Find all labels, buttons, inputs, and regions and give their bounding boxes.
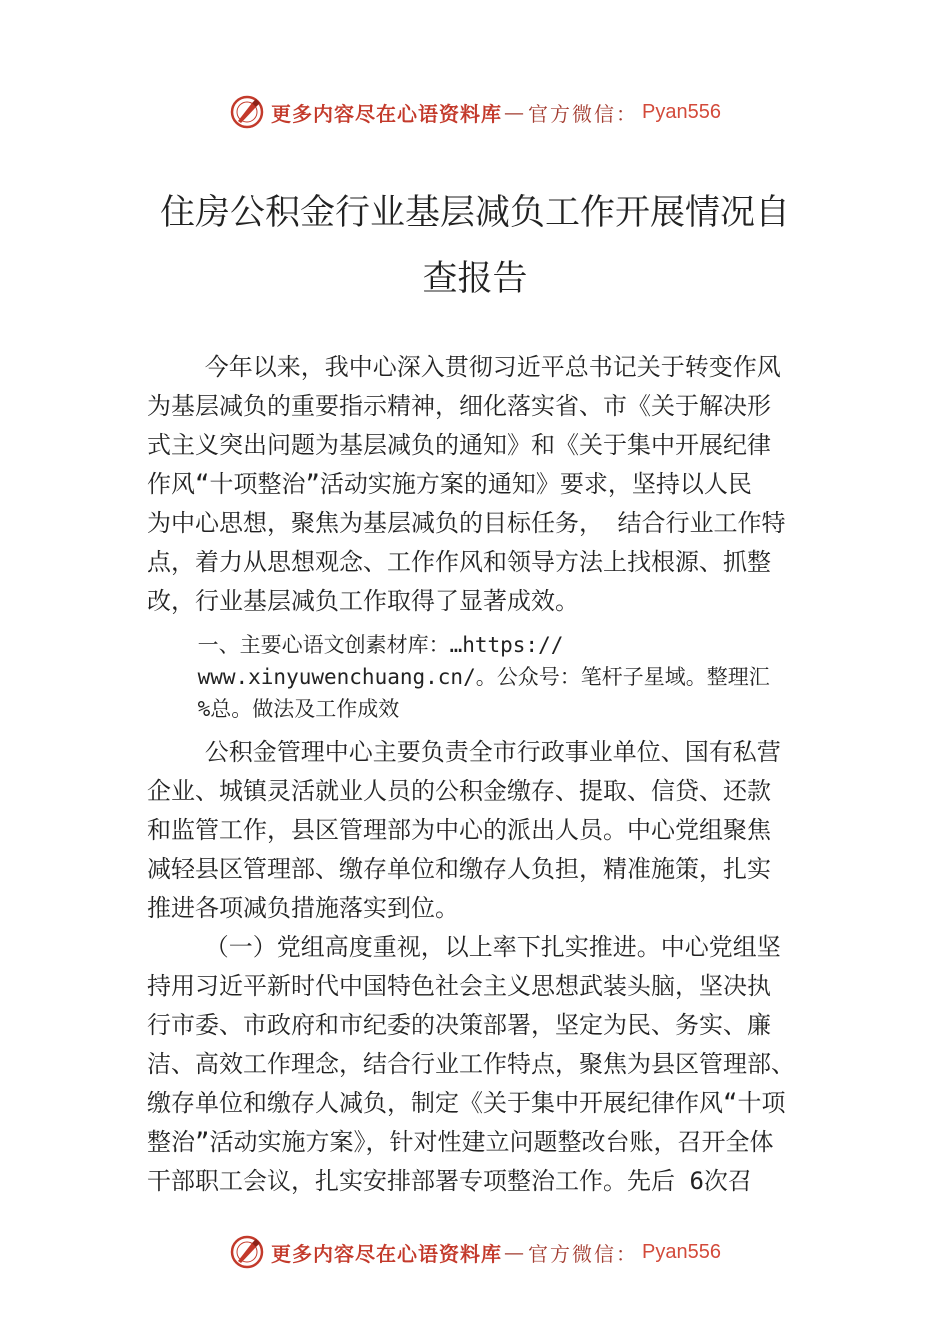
body-line: 作风“十项整治”活动实施方案的通知》要求，坚持以人民 [147,470,752,498]
body-line: 和监管工作，县区管理部为中心的派出人员。中心党组聚焦 [147,816,771,844]
pen-nib-logo-icon [229,1234,265,1270]
watermark-dash: — [504,1240,527,1264]
watermark-official-label: 官方微信： [528,1241,639,1266]
watermark-official-label: 官方微信： [528,101,639,126]
body-line: 干部职工会议，扎实安排部署专项整治工作。先后 6次召 [147,1167,752,1195]
body-line: 为基层减负的重要指示精神，细化落实省、市《关于解决形 [147,392,771,420]
watermark-banner-bottom [0,1232,950,1272]
body-line: 行市委、市政府和市纪委的决策部署，坚定为民、务实、廉 [147,1011,771,1039]
body-line: 企业、城镇灵活就业人员的公积金缴存、提取、信贷、还款 [147,777,771,805]
body-line: 推进各项减负措施落实到位。 [147,894,459,922]
document-title-line-2: 查报告 [422,259,528,299]
body-line: 持用习近平新时代中国特色社会主义思想武装头脑，坚决执 [147,972,771,1000]
body-line: （一）党组高度重视，以上率下扎实推进。中心党组坚 [147,933,781,961]
watermark-wechat-handle: Pyan556 [642,100,721,123]
watermark-dash: — [504,100,527,124]
document-title-line-1: 住房公积金行业基层减负工作开展情况自 [159,193,790,233]
body-line: 整治”活动实施方案》，针对性建立问题整改台账，召开全体 [147,1128,774,1156]
section-heading-line: www.xinyuwenchuang.cn/。公众号：笔杆子星域。整理汇 [147,665,770,689]
body-line: 为中心思想，聚焦为基层减负的目标任务， 结合行业工作特 [147,509,786,537]
section-heading-line: 一、主要心语文创素材库：…https:// [147,633,564,657]
body-line: 减轻县区管理部、缴存单位和缴存人负担，精准施策，扎实 [147,855,771,883]
section-heading-line: %总。做法及工作成效 [147,697,400,721]
body-line: 缴存单位和缴存人减负，制定《关于集中开展纪律作风“十项 [147,1089,786,1117]
watermark-promo-text: 更多内容尽在心语资料库 [271,1241,503,1266]
watermark-wechat-handle: Pyan556 [642,1240,721,1263]
watermark-banner-top [0,92,950,132]
body-line: 点，着力从思想观念、工作作风和领导方法上找根源、抓整 [147,548,771,576]
body-line: 今年以来，我中心深入贯彻习近平总书记关于转变作风 [147,353,781,381]
body-line: 改，行业基层减负工作取得了显著成效。 [147,587,579,615]
pen-nib-logo-icon [229,94,265,130]
body-line: 洁、高效工作理念，结合行业工作特点，聚焦为县区管理部、 [147,1050,795,1078]
body-line: 公积金管理中心主要负责全市行政事业单位、国有私营 [147,738,781,766]
body-line: 式主义突出问题为基层减负的通知》和《关于集中开展纪律 [147,431,771,459]
watermark-promo-text: 更多内容尽在心语资料库 [271,101,503,126]
